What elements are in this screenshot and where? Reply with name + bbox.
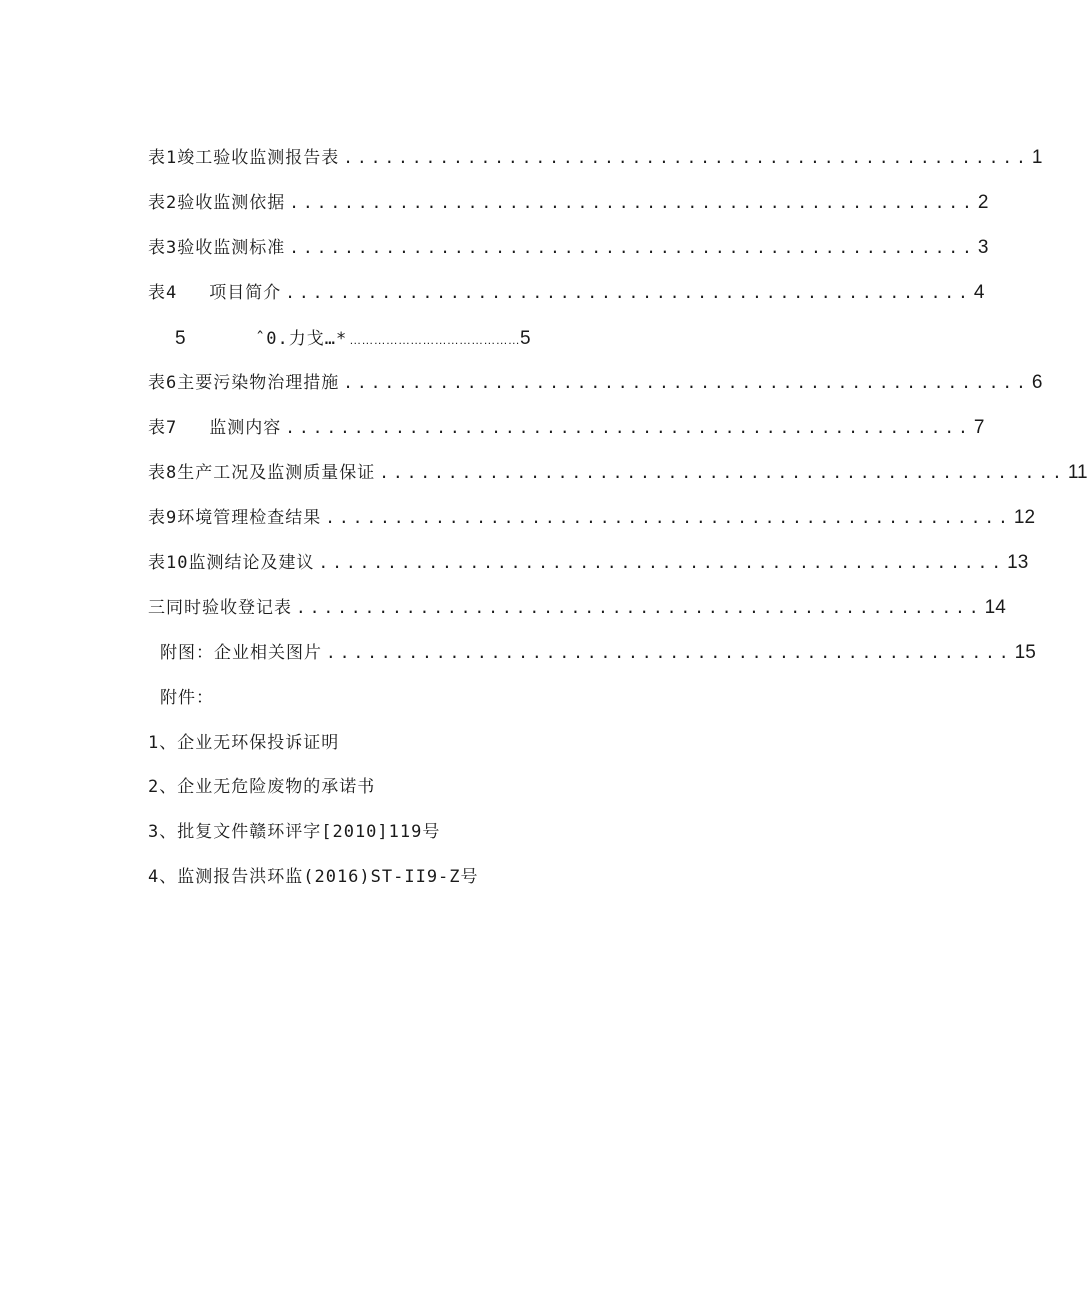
toc-label: 表4 项目简介 [148,283,282,303]
toc-leader-dots: …………………………………… [349,333,520,347]
toc-leader-dots: .................................................. [296,598,983,617]
toc-page-number: 7 [973,417,985,438]
toc-page-number: 13 [1007,552,1029,573]
toc-page-number: 11 [1067,462,1088,483]
toc-entry-3 [148,233,989,259]
toc-entry-6 [148,368,1043,394]
toc-page-number: 12 [1013,507,1036,528]
toc-label: 表7 监测内容 [148,418,282,438]
toc-page-number: 2 [977,192,989,213]
attachment-item: 2、企业无危险废物的承诺书 [148,777,376,797]
toc-label: 表6主要污染物治理措施 [148,373,340,393]
attachment-item: 3、批复文件赣环评字[2010]119号 [148,822,441,842]
toc-page-number: 4 [973,282,985,303]
toc-leader-dots: .................................................. [326,643,1013,662]
toc-leader-dots: .................................................. [318,553,1006,572]
toc-leader-dots: .................................................. [289,238,976,257]
toc-label: 三同时验收登记表 [148,598,292,618]
toc-leader-dots: .................................................. [343,373,1030,392]
toc-entry-7 [148,413,985,439]
toc-leader-dots: .................................................. [343,148,1030,167]
toc-page-number: 3 [977,237,989,258]
toc-page-number: 6 [1031,372,1043,393]
toc-label: 附图：企业相关图片 [160,643,322,663]
toc-entry-8 [148,458,1088,484]
toc-leader-dots: .................................................. [285,418,972,437]
toc-entry-9 [148,503,1036,529]
toc-label: 表3验收监测标准 [148,238,286,258]
toc-entry-1 [148,143,1043,169]
toc-label: 表10监测结论及建议 [148,553,315,573]
toc-leader-dots: .................................................. [379,463,1066,482]
attachments-heading: 附件： [160,688,214,708]
toc-entry-10 [148,548,1029,574]
toc-page-number: 15 [1014,642,1036,663]
toc-number: 5 [175,328,186,349]
toc-entry-4 [148,278,985,304]
toc-label: 表2验收监测依据 [148,193,286,213]
toc-label: 表8生产工况及监测质量保证 [148,463,376,483]
toc-garbled-text: ˆ0.力戈…* [255,329,348,349]
toc-entry-12 [160,638,1036,664]
toc-leader-dots: .................................................. [285,283,972,302]
toc-leader-dots: .................................................. [289,193,976,212]
toc-page-number: 14 [984,597,1006,618]
toc-entry-5-garbled [175,324,531,350]
attachment-item: 1、企业无环保投诉证明 [148,733,340,753]
toc-page-number: 1 [1031,147,1043,168]
toc-leader-dots: .................................................. [325,508,1012,527]
toc-page-number: 5 [520,328,531,349]
toc-entry-11 [148,593,1006,619]
toc-label: 表9环境管理检查结果 [148,508,322,528]
attachment-item: 4、监测报告洪环监(2016)ST-II9-Z号 [148,867,479,887]
toc-entry-2 [148,188,989,214]
toc-label: 表1竣工验收监测报告表 [148,148,340,168]
